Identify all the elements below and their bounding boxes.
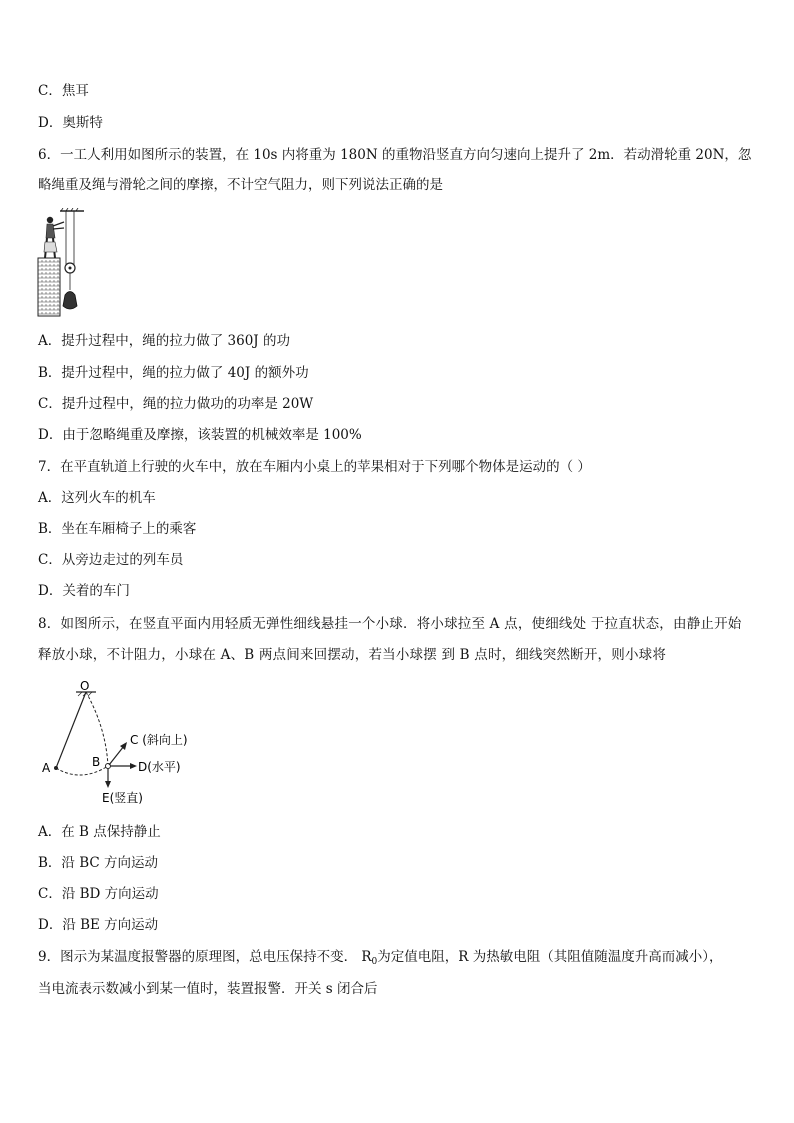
- string-to-a: [56, 692, 86, 768]
- q9-text-pre: 9．图示为某温度报警器的原理图，总电压保持不变． R: [38, 949, 372, 965]
- q5-option-c: C．焦耳: [38, 83, 89, 99]
- q8-stem-line1: 8．如图所示，在竖直平面内用轻质无弹性细线悬挂一个小球．将小球拉至 A 点，使细线处 于拉直状态，由静止开始: [38, 616, 742, 632]
- q9-text-post: 为定值电阻，R 为热敏电阻（其阻值随温度升高而减小），: [377, 949, 723, 965]
- label-b: B: [92, 755, 101, 769]
- q5-option-d: D．奥斯特: [38, 115, 103, 131]
- q6-stem-line1: 6．一工人利用如图所示的装置，在 10s 内将重为 180N 的重物沿竖直方向匀速向上提升了 2m．若动滑轮重 20N，忽: [38, 147, 752, 163]
- label-e: E(竖直): [102, 791, 143, 805]
- label-c: C (斜向上): [130, 733, 188, 747]
- ball-at-a: [54, 766, 58, 770]
- label-d: D(水平): [138, 760, 181, 774]
- q8-option-a: A．在 B 点保持静止: [38, 824, 161, 840]
- q8-option-b: B．沿 BC 方向运动: [38, 855, 159, 871]
- q8-option-c: C．沿 BD 方向运动: [38, 886, 159, 902]
- label-o: O: [80, 679, 90, 693]
- q7-option-b: B．坐在车厢椅子上的乘客: [38, 521, 197, 537]
- q7-option-a: A．这列火车的机车: [38, 490, 156, 506]
- q6-option-a: A．提升过程中，绳的拉力做了 360J 的功: [38, 333, 291, 349]
- q7-stem: 7．在平直轨道上行驶的火车中，放在车厢内小桌上的苹果相对于下列哪个物体是运动的（ ）: [38, 459, 591, 475]
- q6-stem-line2: 略绳重及绳与滑轮之间的摩擦，不计空气阻力，则下列说法正确的是: [38, 177, 443, 193]
- pendulum-figure: [36, 678, 216, 808]
- q6-option-c: C．提升过程中，绳的拉力做功的功率是 20W: [38, 396, 314, 412]
- q7-option-c: C．从旁边走过的列车员: [38, 552, 184, 568]
- platform: [38, 258, 60, 316]
- q6-option-d: D．由于忽略绳重及摩擦，该装置的机械效率是 100%: [38, 427, 362, 443]
- label-a: A: [42, 761, 51, 775]
- q9-subscript: 0: [371, 957, 378, 967]
- q9-stem-line2: 当电流表示数减小到某一值时，装置报警．开关 s 闭合后: [38, 981, 378, 997]
- pulley-figure: [36, 208, 86, 318]
- weight: [63, 292, 77, 310]
- q8-stem-line2: 释放小球，不计阻力，小球在 A、B 两点间来回摆动，若当小球摆 到 B 点时，细线突然断开，则小球将: [38, 647, 667, 663]
- worker-head: [47, 217, 53, 223]
- q8-option-d: D．沿 BE 方向运动: [38, 917, 159, 933]
- arrow-c: [109, 746, 124, 765]
- q9-stem-line1: [38, 948, 723, 971]
- q6-option-b: B．提升过程中，绳的拉力做了 40J 的额外功: [38, 365, 309, 381]
- q7-option-d: D．关着的车门: [38, 583, 130, 599]
